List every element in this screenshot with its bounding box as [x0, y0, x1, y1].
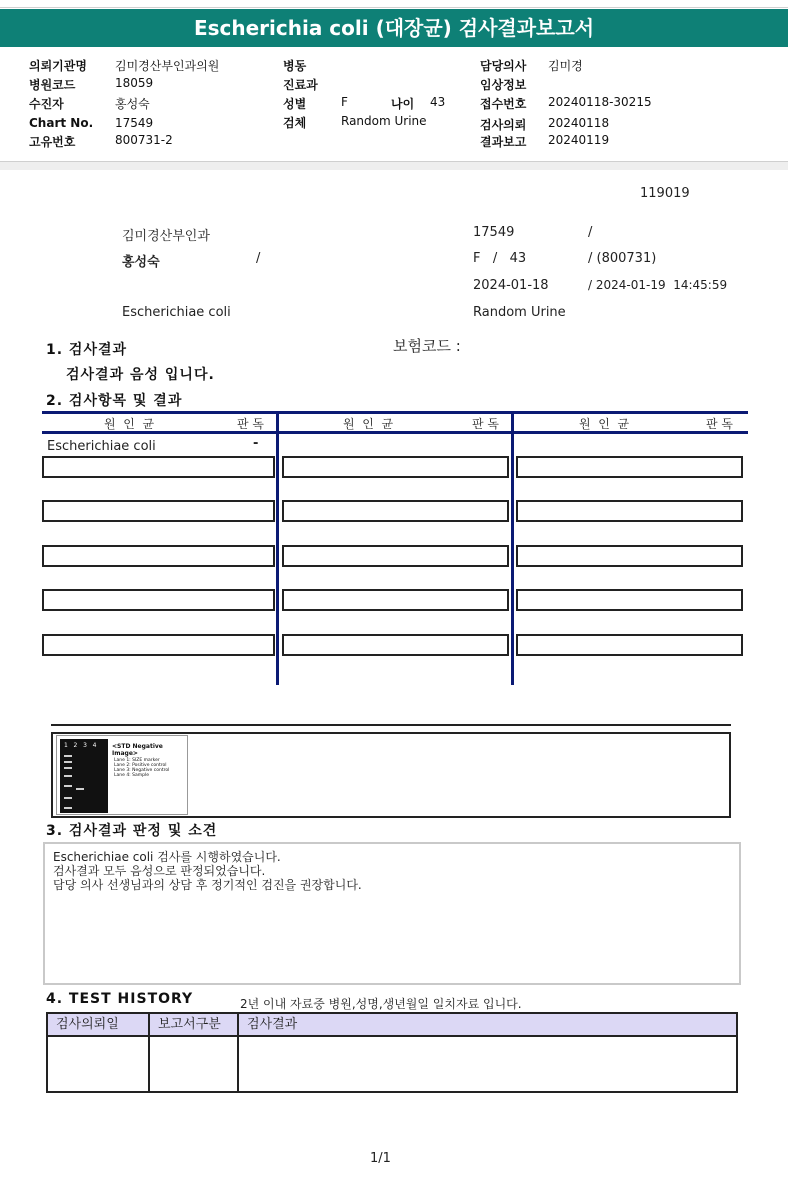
result-item-value: - [253, 436, 259, 451]
report-number: 119019 [640, 186, 690, 201]
top-border [0, 0, 788, 8]
gel-band [64, 797, 72, 799]
summary-slash: / [588, 225, 593, 240]
label-department: 진료과 [283, 78, 318, 92]
legend-lane-1: Lane 1: SIZE marker [114, 758, 160, 763]
label-test-request: 검사의뢰 [480, 118, 527, 132]
gel-band [64, 807, 72, 809]
label-hospital-code: 병원코드 [29, 78, 76, 92]
result-item-name: Escherichiae coli [47, 439, 156, 454]
result-box [42, 545, 275, 567]
value-doctor: 김미경 [548, 59, 583, 73]
label-requesting-institution: 의뢰기관명 [29, 59, 87, 73]
comment-line-3: 담당 의사 선생님과의 상담 후 정기적인 검진을 권장합니다. [53, 878, 362, 892]
label-unique-no: 고유번호 [29, 135, 76, 149]
label-clinical-info: 임상정보 [480, 78, 527, 92]
summary-request-date: 2024-01-18 [473, 278, 549, 293]
image-top-rule [51, 724, 731, 726]
value-requesting-institution: 김미경산부인과의원 [115, 59, 220, 73]
label-specimen: 검체 [283, 116, 307, 130]
summary-test-name: Escherichiae coli [122, 305, 231, 320]
col-header-pathogen-1: 원 인 균 [104, 417, 155, 431]
std-image-legend [114, 758, 169, 778]
history-col-result: 검사결과 [239, 1014, 736, 1035]
history-divider [148, 1014, 150, 1091]
col-header-judgement-2: 판 독 [472, 417, 499, 431]
summary-chart-no: 17549 [473, 225, 515, 240]
legend-lane-4: Lane 4: Sample [114, 773, 149, 778]
label-patient: 수진자 [29, 97, 64, 111]
gel-image [56, 735, 188, 815]
summary-patient: 홍성숙 [122, 255, 160, 270]
section4-heading: 4. TEST HISTORY [46, 991, 194, 1007]
result-box [42, 456, 275, 478]
label-age: 나이 [391, 97, 415, 111]
history-table [46, 1012, 738, 1093]
history-header-line [48, 1035, 736, 1037]
summary-clinic: 김미경산부인과 [122, 229, 210, 244]
summary-birth: / (800731) [588, 251, 657, 266]
result-box [516, 456, 743, 478]
history-col-request-date: 검사의뢰일 [48, 1014, 148, 1035]
value-specimen: Random Urine [341, 114, 427, 128]
grid-top-line [42, 411, 748, 414]
section2-heading: 2. 검사항목 및 결과 [46, 393, 183, 409]
gel-lanes [60, 739, 108, 813]
col-header-judgement-3: 판 독 [706, 417, 733, 431]
col-header-judgement-1: 판 독 [237, 417, 264, 431]
value-receipt-no: 20240118-30215 [548, 95, 652, 109]
history-note: 2년 이내 자료중 병원,성명,생년월일 일치자료 입니다. [240, 997, 522, 1011]
gel-band [64, 761, 72, 763]
value-unique-no: 800731-2 [115, 133, 173, 147]
summary-patient-slash: / [256, 251, 261, 266]
label-ward: 병동 [283, 59, 307, 73]
section1-heading: 1. 검사결과 [46, 342, 128, 358]
gel-band [64, 775, 72, 777]
legend-lane-2: Lane 2: Positive control [114, 763, 167, 768]
gel-band [64, 755, 72, 757]
value-result-report: 20240119 [548, 133, 610, 147]
result-box [516, 545, 743, 567]
result-box [282, 500, 509, 522]
result-box [282, 456, 509, 478]
history-divider [237, 1014, 239, 1091]
value-patient: 홍성숙 [115, 97, 150, 111]
label-chart-no: Chart No. [29, 116, 94, 130]
insurance-code-label: 보험코드 : [393, 337, 461, 355]
col-header-pathogen-3: 원 인 균 [579, 417, 630, 431]
label-doctor: 담당의사 [480, 59, 527, 73]
grid-divider-2 [511, 411, 514, 685]
header-separator [0, 161, 788, 170]
result-box [516, 500, 743, 522]
result-box [516, 589, 743, 611]
comment-line-2: 검사결과 모두 음성으로 판정되었습니다. [53, 864, 266, 878]
result-box [282, 545, 509, 567]
value-sex: F [341, 95, 348, 109]
result-box [42, 589, 275, 611]
gel-band [64, 767, 72, 769]
label-receipt-no: 접수번호 [480, 97, 527, 111]
gel-lane-numbers: 1 2 3 4 [64, 742, 97, 749]
summary-sex-age: F / 43 [473, 251, 527, 266]
value-hospital-code: 18059 [115, 76, 154, 90]
page-number: 1/1 [370, 1151, 391, 1166]
summary-specimen: Random Urine [473, 305, 566, 320]
comment-line-1: Escherichiae coli 검사를 시행하였습니다. [53, 850, 281, 864]
label-result-report: 결과보고 [480, 135, 527, 149]
result-box [42, 634, 275, 656]
value-age: 43 [430, 95, 446, 109]
report-title: Escherichia coli (대장균) 검사결과보고서 [0, 9, 788, 47]
summary-report-datetime: / 2024-01-19 14:45:59 [588, 278, 728, 292]
section3-heading: 3. 검사결과 판정 및 소견 [46, 823, 218, 839]
result-box [282, 589, 509, 611]
result-box [282, 634, 509, 656]
result-box [516, 634, 743, 656]
legend-lane-3: Lane 3: Negative control [114, 768, 170, 773]
comment-box [43, 842, 741, 985]
history-col-report-type: 보고서구분 [150, 1014, 237, 1035]
label-sex: 성별 [283, 97, 307, 111]
grid-divider-1 [276, 411, 279, 685]
gel-band [64, 785, 72, 787]
value-chart-no: 17549 [115, 116, 154, 130]
std-image-title: <STD Negative Image> [112, 743, 163, 757]
gel-band [76, 788, 84, 790]
result-box [42, 500, 275, 522]
value-test-request: 20240118 [548, 116, 610, 130]
col-header-pathogen-2: 원 인 균 [343, 417, 394, 431]
section1-result-text: 검사결과 음성 입니다. [66, 367, 215, 383]
